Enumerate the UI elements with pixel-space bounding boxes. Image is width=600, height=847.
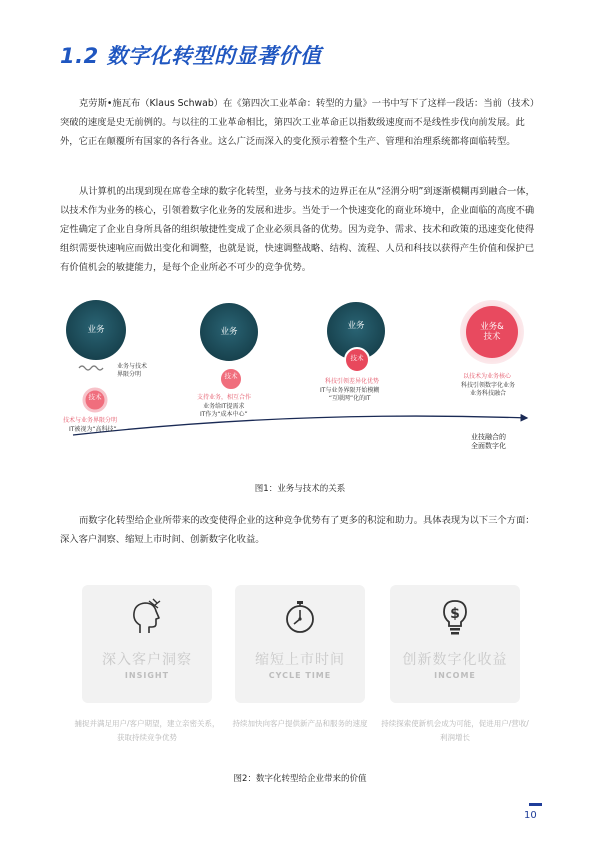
card-income-subtitle: INCOME: [434, 671, 476, 680]
card-insight-subtitle: INSIGHT: [124, 671, 170, 680]
trend-arrow: [73, 416, 527, 435]
card-cycle-time-subtitle: CYCLE TIME: [268, 671, 332, 680]
page-number-bar: [529, 803, 542, 806]
value-card-insight: [82, 585, 212, 703]
card-income-description: 持续探索使新机会成为可能，促进用户/营收/利润增长: [381, 719, 529, 742]
stage4-red-note: 以技术为业务核心: [463, 373, 512, 380]
stage1-boundary-text: 业务与技术 界限分明: [117, 363, 148, 379]
figure2-caption: 图2：数字化转型给企业带来的价值: [233, 774, 367, 784]
value-card-income: [390, 585, 520, 703]
card-cycle-time-title: 缩短上市时间: [255, 652, 345, 668]
figure1-caption: 图1：业务与技术的关系: [254, 484, 346, 494]
stage1-tech-label: 技术: [88, 393, 102, 401]
stage1-business-label: 业务: [87, 325, 105, 335]
stopwatch-icon: [280, 597, 320, 637]
stage3-red-note: 科技引领差异化优势: [325, 378, 380, 385]
figure-business-tech-relationship: [57, 290, 549, 476]
svg-text:$: $: [450, 606, 460, 622]
section-title: 1.2 数字化转型的显著价值: [60, 44, 322, 68]
card-cycle-time-description: 持续加快向客户提供新产品和服务的速度: [232, 719, 368, 728]
card-insight-description: 捕捉并满足用户/客户期望，建立亲密关系，获取持续竞争优势: [74, 719, 220, 742]
value-card-cycle-time: [235, 585, 365, 703]
stage2-tech-label: 技术: [224, 372, 238, 380]
paragraph-digital-transformation: 从计算机的出现到现在席卷全球的数字化转型，业务与技术的边界正在从“泾渭分明”到逐渐模糊再到融合一体，以技术作为业务的核心，引领着数字化业务的发展和进步。当处于一个快速变化的商业环境中，企业面临的高度不确定性确定了企业自身所具备的组织敏捷性变成了企业必须具备的优势。因为竞争、需求、技术和政策的迅速变化使得组织需要快速响应而做出变化和调整，也就是说，快速调整战略、结构、流程、人员和科技以获得产生价值和保护已有价值机会的敏捷能力，是每个企业所必不可少的竞争优势。: [60, 186, 535, 273]
stage3-business-label: 业务: [347, 321, 365, 331]
stage3-note: IT与业务界限开始模糊 “互联网”化的IT: [320, 387, 380, 403]
stage2-red-note: 支持业务，相互合作: [197, 394, 252, 401]
lightbulb-dollar-icon: [435, 597, 475, 637]
head-insight-icon: [127, 597, 167, 637]
stage2-business-label: 业务: [220, 327, 238, 337]
stage3-tech-label: 技术: [350, 354, 364, 362]
card-insight-title: 深入客户洞察: [102, 652, 192, 668]
stage1-red-note: 技术与业务界限分明: [63, 417, 118, 424]
stage1-note: IT被视为“高科技”: [69, 426, 117, 433]
final-stage-label: 业技融合的 全面数字化: [471, 433, 506, 451]
page-number: 10: [524, 810, 537, 821]
stage4-note: 科技引领数字化业务 业务科技融合: [461, 382, 516, 398]
card-income-title: 创新数字化收益: [402, 652, 508, 668]
paragraph-intro: 克劳斯•施瓦布（Klaus Schwab）在《第四次工业革命：转型的力量》一书中写下了这样一段话：当前（技术）突破的速度是史无前例的。与以往的工业革命相比，第四次工业革命正以指数级速度而不是线性步伐向前发展。此外，它正在颠覆所有国家的各行各业。这么广泛而深入的变化预示着整个生产、管理和治理系统都将面临转型。: [60, 98, 540, 147]
stage2-note: 业务给IT提需求 IT作为“成本中心”: [200, 403, 248, 419]
stage4-merged-label: 业务& 技术: [480, 322, 504, 343]
paragraph-three-aspects: 而数字化转型给企业所带来的改变使得企业的这种竞争优势有了更多的积淀和助力。具体表现为以下三个方面：深入客户洞察、缩短上市时间、创新数字化收益。: [60, 515, 535, 545]
wave-divider-icon: [79, 366, 103, 370]
